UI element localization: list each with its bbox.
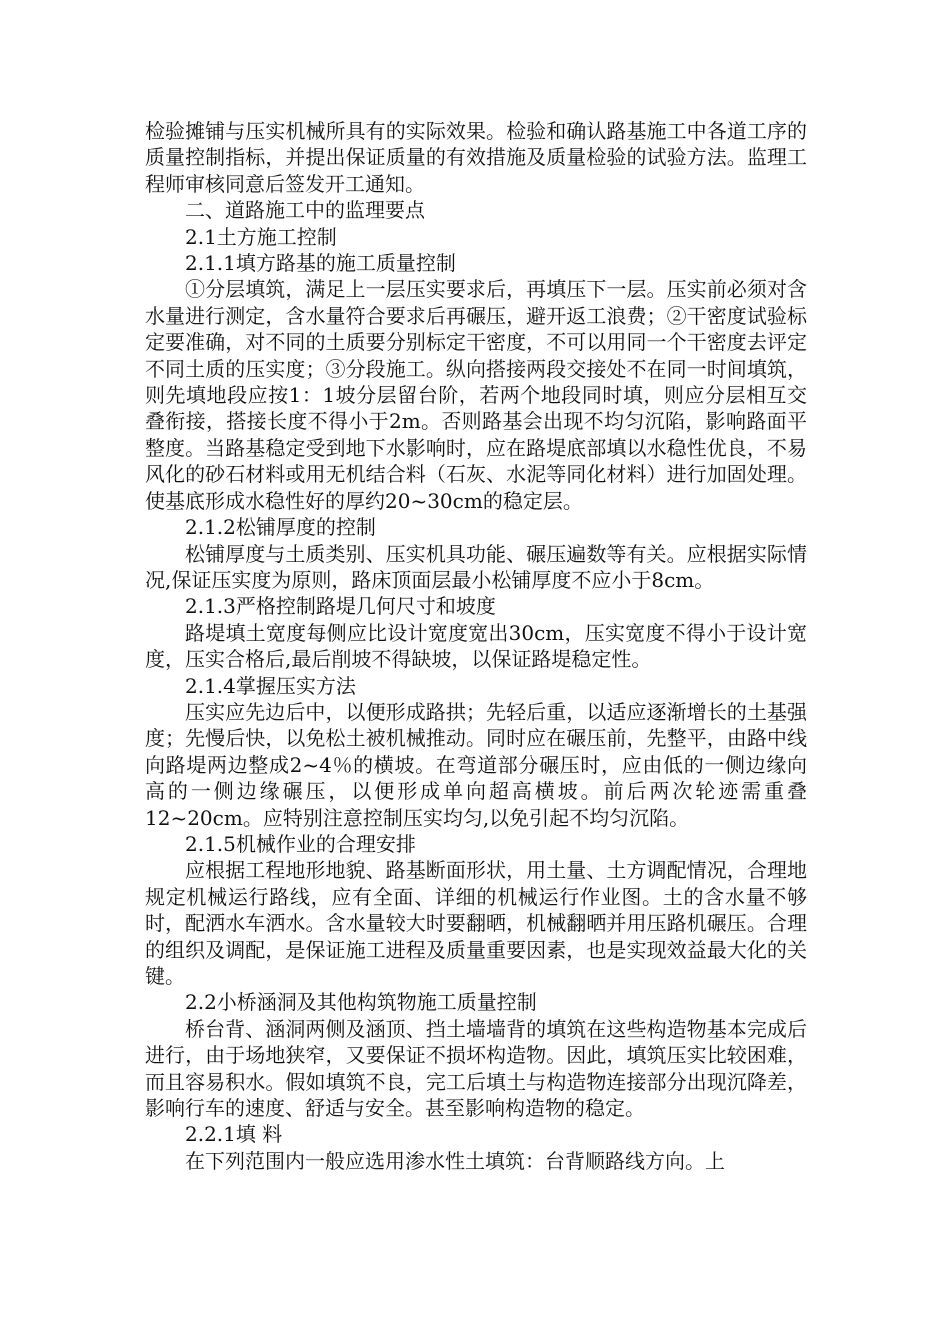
subsection-heading-2-1-4: 2.1.4掌握压实方法 — [185, 673, 356, 698]
document-body — [145, 118, 807, 1174]
subsection-heading-2-2: 2.2小桥涵洞及其他构筑物施工质量控制 — [185, 990, 537, 1015]
subsection-heading-2-1-3: 2.1.3严格控制路堤几何尺寸和坡度 — [185, 594, 496, 619]
subsection-heading-2-1: 2.1土方施工控制 — [185, 224, 337, 249]
paragraph-compaction-method: 压实应先边后中，以便形成路拱；先轻后重，以适应逐渐增长的土基强度；先慢后快，以免松土被机械推动。同时应在碾压前，先整平，由路中线向路堤两边整成2~4％的横坡。在弯道部分碾压时，应由低的一侧边缘向高的一侧边缘碾压，以便形成单向超高横坡。前后两次轮迹需重叠 12~20cm。应特别注意控制压实均匀,以免引起不均匀沉陷。 — [145, 699, 807, 830]
subsection-heading-2-1-1: 2.1.1填方路基的施工质量控制 — [185, 251, 456, 276]
subsection-heading-2-1-2: 2.1.2松铺厚度的控制 — [185, 515, 376, 540]
subsection-heading-2-2-1: 2.2.1填 料 — [185, 1122, 283, 1147]
paragraph-fill-material: 在下列范围内一般应选用渗水性土填筑：台背顺路线方向。上 — [185, 1148, 725, 1173]
subsection-heading-2-1-5: 2.1.5机械作业的合理安排 — [185, 831, 416, 856]
paragraph-embankment-width: 路堤填土宽度每侧应比设计宽度宽出30cm，压实宽度不得小于设计宽度，压实合格后,最后削坡不得缺坡，以保证路堤稳定性。 — [145, 620, 807, 672]
paragraph-machine-arrangement: 应根据工程地形地貌、路基断面形状，用土量、土方调配情况，合理地规定机械运行路线，应有全面、详细的机械运行作业图。土的含水量不够时，配洒水车洒水。含水量较大时要翻晒，机械翻晒并用压路机碾压。合理的组织及调配，是保证施工进程及质量重要因素，也是实现效益最大化的关键。 — [145, 858, 807, 988]
paragraph-intro-continuation: 检验摊铺与压实机械所具有的实际效果。检验和确认路基施工中各道工序的质量控制指标，并提出保证质量的有效措施及质量检验的试验方法。监理工程师审核同意后签发开工通知。 — [145, 119, 807, 196]
paragraph-layered-filling: ①分层填筑，满足上一层压实要求后，再填压下一层。压实前必须对含水量进行测定，含水量符合要求后再碾压，避开返工浪费；②干密度试验标定要准确，对不同的土质要分别标定干密度，不可以用同一个干密度去评定不同土质的压实度；③分段施工。纵向搭接两段交接处不在同一时间填筑，则先填地段应按1：1坡分层留台阶，若两个地段同时填，则应分层相互交叠衔接，搭接长度不得小于2m。否则路基会出现不均匀沉陷，影响路面平整度。当路基稳定受到地下水影响时，应在路堤底部填以水稳性优良，不易风化的砂石材料或用无机结合料（石灰、水泥等同化材料）进行加固处理。使基底形成水稳性好的厚约20~30cm的稳定层。 — [145, 277, 807, 513]
section-heading-2: 二、道路施工中的监理要点 — [185, 198, 425, 223]
paragraph-bridge-culvert: 桥台背、涵洞两侧及涵顶、挡土墙墙背的填筑在这些构造物基本完成后进行，由于场地狭窄，又要保证不损坏构造物。因此，填筑压实比较困难，而且容易积水。假如填筑不良，完工后填土与构造物连接部分出现沉降差，影响行车的速度、舒适与安全。甚至影响构造物的稳定。 — [145, 1016, 807, 1121]
paragraph-loose-thickness: 松铺厚度与土质类别、压实机具功能、碾压遍数等有关。应根据实际情况,保证压实度为原则，路床顶面层最小松铺厚度不应小于8cm。 — [145, 541, 807, 592]
